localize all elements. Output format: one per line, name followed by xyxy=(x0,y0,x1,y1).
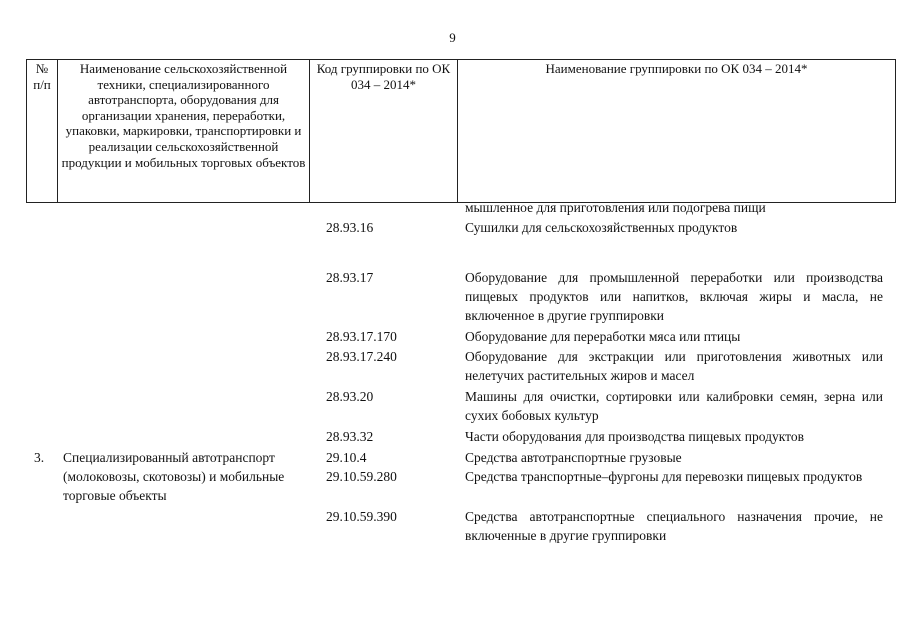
row-name: Части оборудования для производства пищевых продуктов xyxy=(465,429,804,444)
header-col-number: № п/п xyxy=(27,60,58,203)
row-name: Средства автотранспортные специального назначения прочие, не включенные в другие группировки xyxy=(465,509,883,543)
row-code: 29.10.59.390 xyxy=(326,509,397,524)
section-number: 3. xyxy=(34,450,45,465)
row-code: 29.10.59.280 xyxy=(326,469,397,484)
row-code: 28.93.17 xyxy=(326,270,374,285)
header-col-code: Код группировки по ОК 034 – 2014* xyxy=(310,60,458,203)
row-name: Машины для очистки, сортировки или калибровки семян, зерна или сухих бобовых культур xyxy=(465,389,883,423)
row-name: Сушилки для сельскохозяйственных продуктов xyxy=(465,220,738,235)
header-col-name: Наименование группировки по ОК 034 – 2014* xyxy=(458,60,896,203)
row-name-continued: или производства пищевых продуктов или напитков, включая жиры и масла, не включенное в другие группировки xyxy=(465,270,884,323)
row-name: Оборудование для экстракции или приготовления животных или нелетучих растительных жиров и масел xyxy=(465,349,883,383)
row-name: Средства транспортные–фургоны для перевозки пищевых продуктов xyxy=(465,469,863,484)
continuation-text: мышленное для приготовления или подогрева пищи xyxy=(465,200,766,215)
row-code: 28.93.16 xyxy=(326,220,374,235)
page-number: 9 xyxy=(449,30,456,45)
row-name-first-line: Оборудование для промышленной переработки xyxy=(465,270,763,285)
section-category: Специализированный автотранспорт (молоковозы, скотовозы) и мобильные торговые объекты xyxy=(63,450,285,503)
header-col-category: Наименование сельскохозяйственной техники, специализированного автотранспорта, оборудования для организации хранения, переработки, упаковки, маркировки, транспортировки и реализации сельскохозяйственной продукции и мобильных торговых объектов xyxy=(58,60,310,203)
row-code: 28.93.20 xyxy=(326,389,374,404)
row-code: 28.93.17.240 xyxy=(326,349,397,364)
row-name xyxy=(465,268,883,325)
table-header xyxy=(26,59,896,203)
row-code: 28.93.32 xyxy=(326,429,374,444)
row-name: Средства автотранспортные грузовые xyxy=(465,450,682,465)
row-code: 29.10.4 xyxy=(326,450,367,465)
row-code: 28.93.17.170 xyxy=(326,329,397,344)
row-name: Оборудование для переработки мяса или птицы xyxy=(465,329,741,344)
